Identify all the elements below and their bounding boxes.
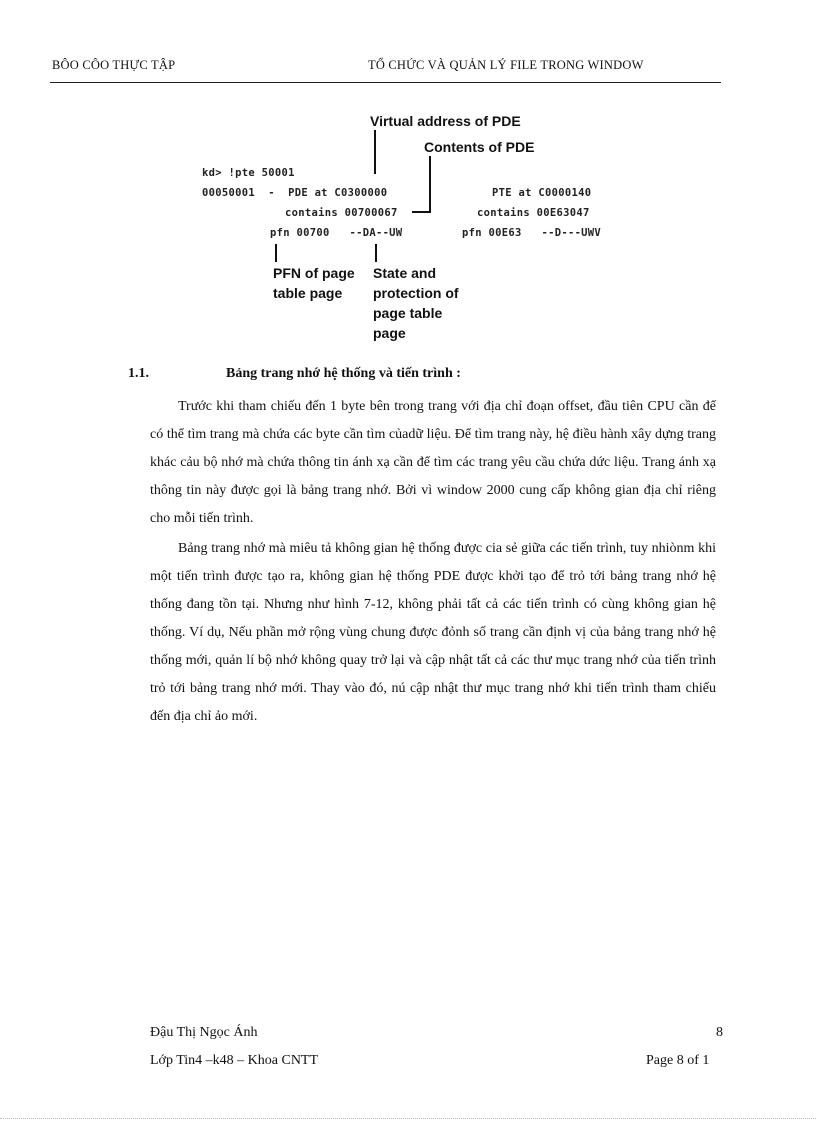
label-contents-of-pde: Contents of PDE xyxy=(424,139,535,155)
footer-page-of: Page 8 of 1 xyxy=(646,1053,710,1068)
pte-figure xyxy=(0,0,816,360)
label-pfn-of-page-table-page: PFN of page table page xyxy=(273,265,355,301)
connector-pfn xyxy=(275,244,277,262)
footer-class: Lớp Tin4 –k48 – Khoa CNTT xyxy=(150,1053,319,1068)
footer-author: Đậu Thị Ngọc Ánh xyxy=(150,1025,258,1040)
page-header-left: BÔO CÔO THỰC TẬP xyxy=(52,58,176,72)
label-state-and-protection: State and protection of page table page xyxy=(373,265,459,341)
page-bottom-border xyxy=(0,1118,816,1119)
code-right-3: pfn 00E63 --D---UWV xyxy=(462,227,602,239)
code-right-2: contains 00E63047 xyxy=(477,207,590,219)
page-header-right: TỔ CHỨC VÀ QUẢN LÝ FILE TRONG WINDOW xyxy=(368,58,644,72)
footer-page-number: 8 xyxy=(716,1025,723,1040)
paragraph-1: Trước khi tham chiếu đến 1 byte bên trong trang với địa chỉ đoạn offset, đầu tiên CPU cần để có thể tìm trang mà chứa các byte cần tìm củadữ liệu. Để tìm trang này, hệ điều hành xây dựng trang khác cảu bộ nhớ mà chứa thông tin ánh xạ cần để tìm các trang yêu cầu chứa dức liệu. Trang ánh xạ thông tin này được gọi là bảng trang nhớ. Bởi vì window 2000 cung cấp không gian địa chỉ riêng cho mỗi tiến trình. xyxy=(150,399,716,526)
connector-contents-h xyxy=(412,211,431,213)
code-right-1: PTE at C0000140 xyxy=(492,187,592,199)
connector-contents xyxy=(429,156,431,212)
label-virtual-address: Virtual address of PDE xyxy=(370,113,521,129)
code-line-4: pfn 00700 --DA--UW xyxy=(270,227,403,239)
connector-virtual-address xyxy=(374,130,376,174)
section-title: Bảng trang nhớ hệ thống và tiến trình : xyxy=(226,366,461,381)
code-line-3: contains 00700067 xyxy=(285,207,398,219)
code-line-2: 00050001 - PDE at C0300000 xyxy=(202,187,388,199)
section-number: 1.1. xyxy=(128,366,149,381)
code-line-1: kd> !pte 50001 xyxy=(202,167,295,179)
paragraph-2: Bảng trang nhớ mà miêu tả không gian hệ thống được cia sẻ giữa các tiến trình, tuy nhiònm khi một tiến trình được tạo ra, không gian hệ thống PDE được khởi tạo để trỏ tới bảng trang nhớ hệ thống đang tồn tại. Nhưng như hình 7-12, không phải tất cả các tiến trình có cùng không gian hệ thống. Ví dụ, Nếu phần mở rộng vùng chung được đỏnh số trang cần định vị của bảng trang nhớ hệ thống mới, quản lí bộ nhớ không quay trở lại và cập nhật tất cả các thư mục trang nhớ của tiến trình trỏ tới bảng trang nhớ mới. Thay vào đó, nú cập nhật thư mục trang nhớ khi tiến trình tham chiếu đến địa chỉ ảo mới. xyxy=(150,541,716,724)
connector-state xyxy=(375,244,377,262)
